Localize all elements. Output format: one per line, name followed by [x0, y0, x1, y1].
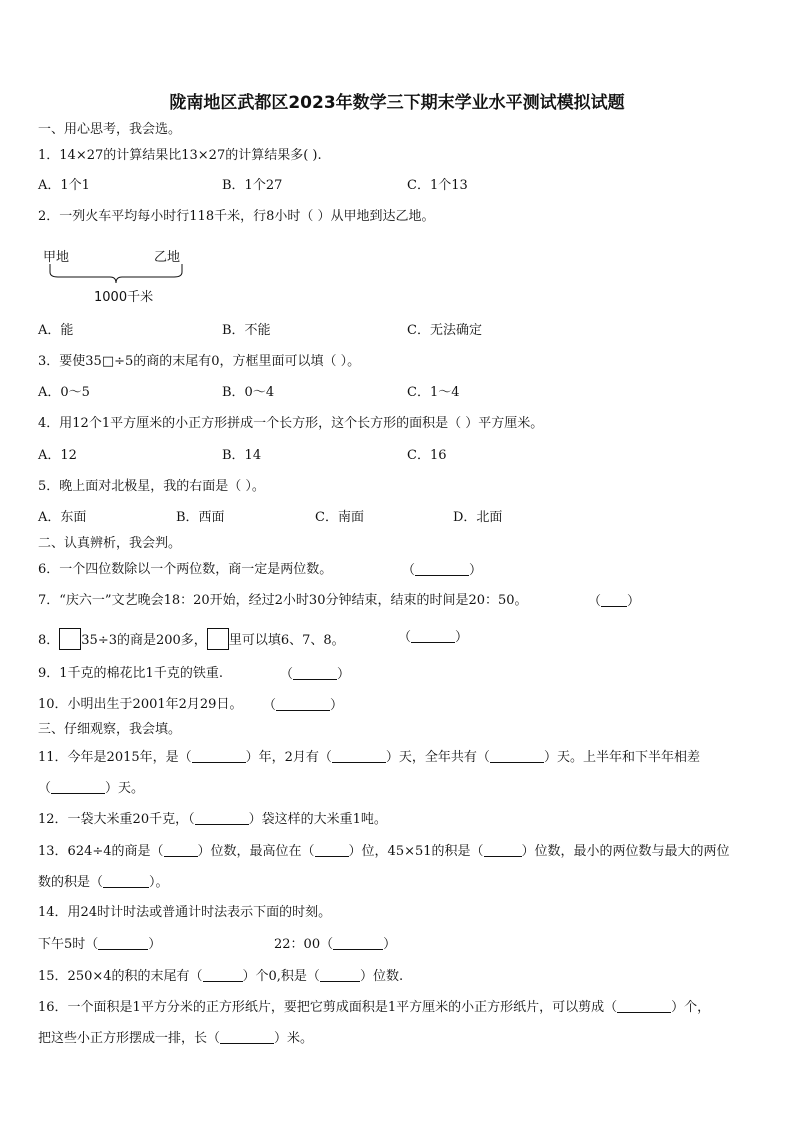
q6-answer-blank[interactable]: （ ） [402, 563, 483, 578]
question-11-line-1: 11．今年是2015年，是（ ）年，2月有（ ）天，全年共有（ ）天。上半年和下半年相差 [38, 750, 700, 765]
q14-item-2: 22：00（ ） [274, 937, 397, 952]
q13-blank-3[interactable] [484, 842, 522, 857]
q5-option-b: B．西面 [176, 510, 225, 525]
q11-blank-1[interactable] [192, 748, 246, 763]
q2-option-b: B．不能 [222, 323, 271, 338]
page-title: 陇南地区武都区2023年数学三下期末学业水平测试模拟试题 [169, 93, 625, 113]
question-14: 14．用24时计时法或普通计时法表示下面的时刻。 [38, 905, 332, 920]
question-12: 12．一袋大米重20千克，（ ）袋这样的大米重1吨。 [38, 812, 387, 827]
q4-option-a: A．12 [38, 448, 77, 463]
question-4: 4．用12个1平方厘米的小正方形拼成一个长方形，这个长方形的面积是（ ）平方厘米。 [38, 416, 544, 431]
diagram-start-label: 甲地 [43, 250, 70, 265]
q16-blank-1[interactable] [617, 998, 671, 1013]
q9-answer-blank[interactable]: （ ） [280, 667, 351, 682]
q15-blank-2[interactable] [320, 967, 360, 982]
q2-option-a: A．能 [38, 323, 74, 338]
q11-blank-4[interactable] [51, 779, 105, 794]
q5-option-c: C．南面 [315, 510, 364, 525]
question-11-line-2: （ ）天。 [38, 781, 145, 796]
q8-digit-box[interactable] [59, 628, 81, 650]
diagram-distance-label: 1000千米 [94, 290, 154, 305]
q12-blank[interactable] [195, 810, 249, 825]
question-1: 1．14×27的计算结果比13×27的计算结果多( ). [38, 148, 322, 163]
question-5: 5．晚上面对北极星，我的右面是（ ）。 [38, 479, 265, 494]
q3-option-b: B．0～4 [222, 385, 275, 400]
q5-option-d: D．北面 [453, 510, 503, 525]
q2-option-c: C．无法确定 [407, 323, 482, 338]
q14-item-1: 下午5时（ ） [38, 937, 162, 952]
diagram-end-label: 乙地 [154, 250, 181, 265]
q11-blank-2[interactable] [332, 748, 386, 763]
q8-answer-blank[interactable]: （ ） [398, 630, 469, 645]
distance-diagram [38, 246, 198, 306]
q3-option-a: A．0～5 [38, 385, 90, 400]
q1-option-b: B．1个27 [222, 178, 283, 193]
q1-option-a: A．1个1 [38, 178, 90, 193]
q1-option-c: C．1个13 [407, 178, 468, 193]
q10-answer-blank[interactable]: （ ） [263, 698, 344, 713]
question-7: 7．“庆六一”文艺晚会18：20开始，经过2小时30分钟结束，结束的时间是20：50。 [38, 593, 528, 608]
question-9: 9．1千克的棉花比1千克的铁重. [38, 666, 223, 681]
question-6: 6．一个四位数除以一个两位数，商一定是两位数。 [38, 562, 333, 577]
q14-blank-2[interactable] [333, 935, 383, 950]
question-13-line-1: 13．624÷4的商是（ ）位数，最高位在（ ）位，45×51的积是（ ）位数，最小的两位数与最大的两位 [38, 844, 730, 859]
q13-blank-2[interactable] [315, 842, 349, 857]
q11-blank-3[interactable] [490, 748, 544, 763]
question-15: 15．250×4的积的末尾有（ ）个0,积是（ ）位数. [38, 969, 404, 984]
q4-option-c: C．16 [407, 448, 447, 463]
q14-blank-1[interactable] [98, 935, 148, 950]
section-2-heading: 二、认真辨析，我会判。 [38, 536, 182, 551]
question-8: 8． 35÷3的商是200多， 里可以填6、7、8。 [38, 628, 345, 650]
q3-option-c: C．1～4 [407, 385, 460, 400]
q8-digit-box-ref [207, 628, 229, 650]
question-10: 10．小明出生于2001年2月29日。 [38, 697, 243, 712]
q4-option-b: B．14 [222, 448, 262, 463]
q13-blank-1[interactable] [164, 842, 198, 857]
q7-answer-blank[interactable]: （ ） [588, 594, 641, 609]
question-13-line-2: 数的积是（ ）。 [38, 875, 169, 890]
section-1-heading: 一、用心思考，我会选。 [38, 122, 182, 137]
section-3-heading: 三、仔细观察，我会填。 [38, 722, 182, 737]
question-3: 3．要使35□÷5的商的末尾有0，方框里面可以填（ ）。 [38, 354, 361, 369]
question-16-line-1: 16．一个面积是1平方分米的正方形纸片，要把它剪成面积是1平方厘米的小正方形纸片，可以剪成（ ）个， [38, 1000, 711, 1015]
question-2: 2．一列火车平均每小时行118千米，行8小时（ ）从甲地到达乙地。 [38, 209, 435, 224]
q15-blank-1[interactable] [203, 967, 243, 982]
q13-blank-4[interactable] [103, 873, 149, 888]
question-16-line-2: 把这些小正方形摆成一排，长（ ）米。 [38, 1031, 314, 1046]
q16-blank-2[interactable] [220, 1029, 274, 1044]
q5-option-a: A．东面 [38, 510, 87, 525]
